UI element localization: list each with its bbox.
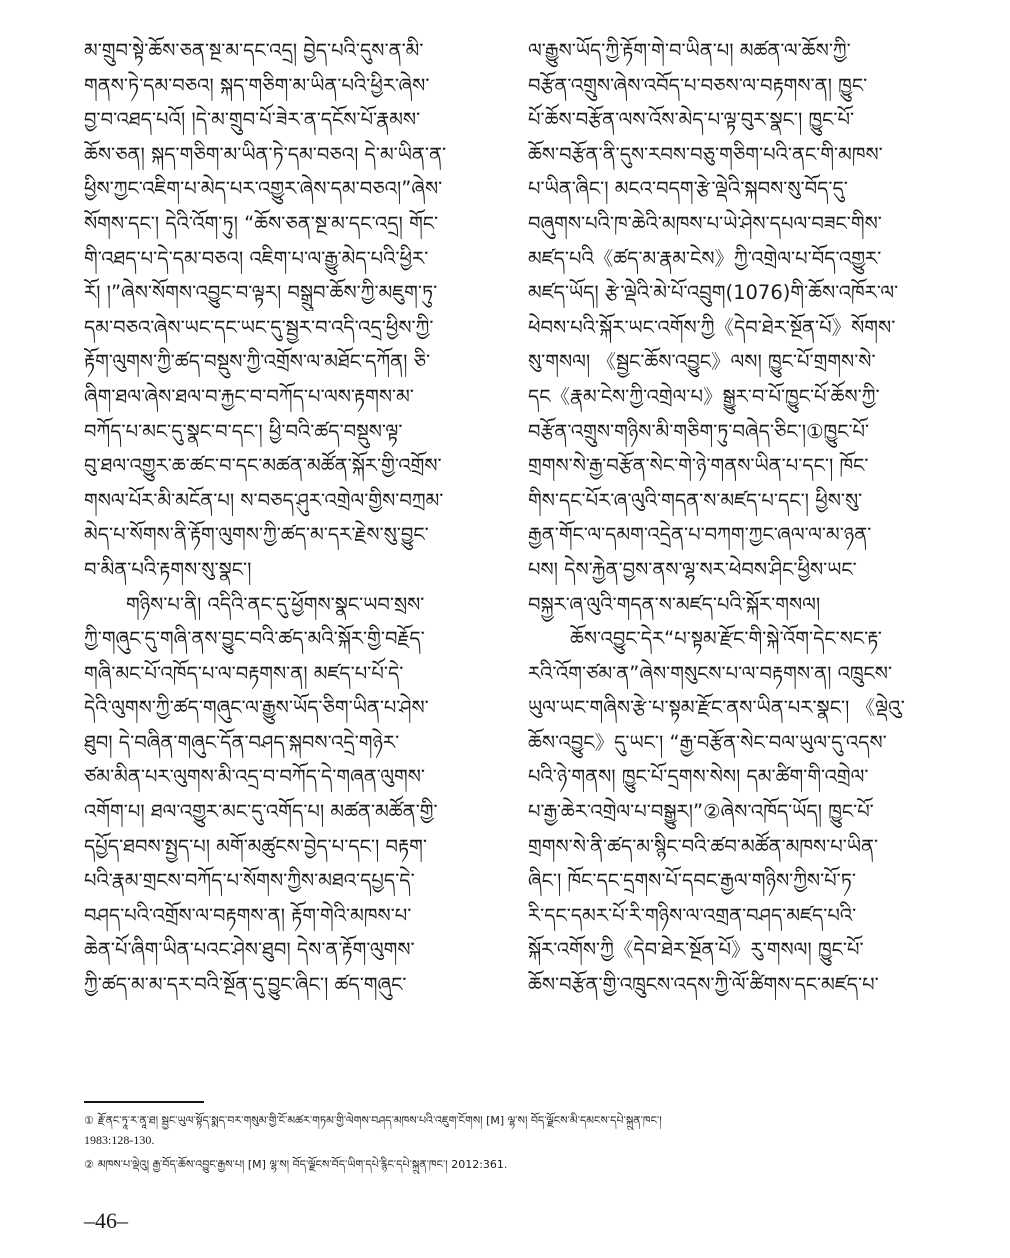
text-line: ཆོས་ཅན། སྐད་གཅིག་མ་ཡིན་ཏེ་དམ་བཅའ། དེ་མ་ཡིན་ན་	[84, 142, 447, 166]
text-line: པའི་རྣམ་གྲངས་བཀོད་པ་སོགས་ཀྱིས་མཐའ་དཔྱད་དེ་	[84, 869, 415, 893]
text-line: གིས་དང་པོར་ཞ་ལུའི་གདན་ས་མཛད་པ་དང་། ཕྱིས་སུ་	[528, 488, 863, 512]
text-line: གཞི་མང་པོ་འཁོད་པ་ལ་བརྟགས་ན། མཛད་པ་པོ་དེ་	[84, 661, 404, 685]
footnote-marker: ②	[84, 1158, 94, 1171]
text-line: རྒྱན་གོང་ལ་དམག་འདྲེན་པ་བཀག་ཀྱང་ཞལ་ལ་མ་ཉན་	[528, 523, 872, 547]
text-line: པ་རྒྱ་ཆེར་འགྲེལ་པ་བསྒྱུར།”②ཞེས་འཁོད་ཡོད། ཁྱུང་པོ་	[528, 800, 874, 824]
text-line: བྱ་བ་འཐད་པའོ། །དེ་མ་གྲུབ་པོ་ཟེར་ན་དངོས་པོ་རྣམས་	[84, 108, 421, 132]
text-line: ཀྱི་ཚད་མ་མ་དར་བའི་སྔོན་དུ་བྱུང་ཞིང་། ཚད་གཞུང་	[84, 973, 407, 997]
text-line: ཙམ་མིན་པར་ལུགས་མི་འདྲ་བ་བཀོད་དེ་གཞན་ལུགས་	[84, 765, 425, 789]
text-line: པ་ཡིན་ཞིང་། མངའ་བདག་རྩེ་ལྡེའི་སྐབས་སུ་བོད་དུ་	[528, 177, 848, 201]
text-line: དམ་བཅའ་ཞེས་ཡང་དང་ཡང་དུ་སྦྱར་བ་འདི་འདྲ་ཕྱིས་ཀྱི་	[84, 315, 434, 339]
text-line: བཀོད་པ་མང་དུ་སྣང་བ་དང་། ཕྱི་བའི་ཚད་བསྡུས་ལྟ་	[84, 419, 403, 443]
text-line: གི་འཐད་པ་དེ་དམ་བཅའ། འཇིག་པ་ལ་རྒྱུ་མེད་པའི་ཕྱིར་	[84, 246, 429, 270]
text-line: དང《རྣམ་ངེས་ཀྱི་འགྲེལ་པ》སྒྱུར་བ་པོ་ཁྱུང་པོ་ཆོས་ཀྱི་	[528, 384, 880, 408]
text-line: གྲགས་སེ་ནི་ཚད་མ་སྙིང་བའི་ཚབ་མཚོན་མཁས་པ་ཡིན་	[528, 834, 879, 858]
text-line: རོ། །”ཞེས་སོགས་འབྱུང་བ་ལྟར། བསྒྲུབ་ཆོས་ཀྱི་མཇུག་ཏུ་	[84, 281, 438, 305]
text-line: ཞིང་། ཁོང་དང་དྲགས་པོ་དབང་རྒྱལ་གཉིས་ཀྱིས་པོ་ཏ་	[528, 869, 856, 893]
text-line: ཆོས་བརྩོན་ནི་དུས་རབས་བཅུ་གཅིག་པའི་ནང་གི་མཁས་	[528, 142, 883, 166]
text-line: རྟོག་ལུགས་ཀྱི་ཚད་བསྡུས་ཀྱི་འགྲོས་ལ་མཐོང་དཀོན། ཅི་	[84, 350, 431, 374]
text-line: རའི་འོག་ཙམ་ན”ཞེས་གསུངས་པ་ལ་བརྟགས་ན། འཁྲུངས་	[528, 661, 893, 685]
footnote-text: མཁས་པ་ལྡེའུ། རྒྱ་བོད་ཆོས་འབྱུང་རྒྱས་པ། [M] ལྷ་ས། བོད་ལྗོངས་བོད་ཡིག་དཔེ་རྙིང་དཔེ་སྐྲུན་ཁང་། 2012:361.	[97, 1158, 508, 1171]
text-line: ཕེབས་པའི་སྐོར་ཡང་འགོས་ཀྱི《དེབ་ཐེར་སྔོན་པོ》སོགས་	[528, 315, 896, 339]
text-line: སྐོར་འགོས་ཀྱི《དེབ་ཐེར་སྔོན་པོ》རུ་གསལ། ཁྱུང་པོ་	[528, 938, 864, 962]
text-line: བརྩོན་འགྲུས་གཉིས་མི་གཅིག་ཏུ་བཞེད་ཅིང་།①ཁྱུང་པོ་	[528, 419, 870, 443]
text-line: རི་དང་དམར་པོ་རི་གཉིས་ལ་འགྲན་བཤད་མཛད་པའི་	[528, 903, 857, 927]
text-line: སུ་གསལ། 《སྦྱང་ཆོས་འབྱུང》ལས། ཁྱུང་པོ་གྲགས་སེ་	[528, 350, 876, 374]
footnote-1	[84, 1112, 954, 1130]
text-line: བ་མིན་པའི་རྟགས་སུ་སྣང་།	[84, 557, 252, 581]
text-line: གསལ་པོར་མི་མངོན་པ། ས་བཅད་ཤུར་འགྲེལ་གྱིས་བཀྲམ་	[84, 488, 444, 512]
text-line: མཛད་ཡོད། རྩེ་ལྡེའི་མེ་པོ་འབྲུག(1076)གི་ཆོས་འཁོར་ལ་	[528, 281, 899, 305]
footnote-citation: 1983:128-130.	[84, 1133, 155, 1147]
text-line: པས། དེས་རྐྱེན་བྱས་ནས་ལྷ་སར་ཕེབས་ཤིང་ཕྱིས་ཡང་	[528, 557, 857, 581]
right-text-column	[528, 34, 966, 1003]
page-number: –46–	[84, 1208, 128, 1233]
text-line: ཕྱིས་ཀྱང་འཇིག་པ་མེད་པར་འགྱུར་ཞེས་དམ་བཅའ།”ཞེས་	[84, 177, 443, 201]
text-line: བུ་ཐལ་འགྱུར་ཆ་ཚང་བ་དང་མཚན་མཚོན་སྐོར་གྱི་འགྲོས་	[84, 454, 442, 478]
text-line: མེད་པ་སོགས་ནི་རྟོག་ལུགས་ཀྱི་ཚད་མ་དར་རྗེས་སུ་བྱུང་	[84, 523, 429, 547]
text-line: འགོག་པ། ཐལ་འགྱུར་མང་དུ་འགོད་པ། མཚན་མཚོན་གྱི་	[84, 800, 438, 824]
text-line: བསྐྱར་ཞ་ལུའི་གདན་ས་མཛད་པའི་སྐོར་གསལ།	[528, 592, 821, 616]
text-line: གྲགས་སེ་རྒྱ་བརྩོན་སེང་གེ་ཉེ་གནས་ཡིན་པ་དང་། ཁོང་	[528, 454, 869, 478]
text-line: པའི་ཉེ་གནས། ཁྱུང་པོ་དྲགས་སེས། དམ་ཚིག་གི་འགྲེལ་	[528, 765, 869, 789]
footnote-text: རྗོ་ནང་ཏཱ་ར་ནཱ་ཐ། སྦྱང་ཡུལ་སྟོད་སྨད་བར་གསུམ་གྱི་ངོ་མཚར་གཏམ་གྱི་ལེགས་བཤད་མཁས་པའི་འཇུག་ངོགས། [M] ལྷ་ས། བོད་ལྗོངས་མི་དམངས་དཔེ་སྐྲུན་ཁང་།	[97, 1114, 662, 1127]
text-line: ཆེན་པོ་ཞིག་ཡིན་པའང་ཤེས་ཐུབ། དེས་ན་རྟོག་ལུགས་	[84, 938, 415, 962]
text-line: ཞིག་ཐལ་ཞེས་ཐལ་བ་རྐྱང་བ་བཀོད་པ་ལས་རྟགས་མ་	[84, 384, 414, 408]
text-line: ཆོས་འབྱུང་དེར“པ་སྟམ་རྫོང་གི་སྐེ་འོག་དེང་སང་རྟ་	[570, 627, 882, 651]
text-line: བཤད་པའི་འགྲོས་ལ་བརྟགས་ན། རྟོག་གེའི་མཁས་པ་	[84, 903, 412, 927]
text-line: སོགས་དང་། དེའི་འོག་ཏུ། “ཆོས་ཅན་སྔ་མ་དང་འདྲ། གོང་	[84, 211, 439, 235]
text-line: གནས་ཏེ་དམ་བཅའ། སྐད་གཅིག་མ་ཡིན་པའི་ཕྱིར་ཞེས་	[84, 73, 430, 97]
text-line: བཞུགས་པའི་ཁ་ཆེའི་མཁས་པ་ཡེ་ཤེས་དཔལ་བཟང་གིས་	[528, 211, 882, 235]
text-line: མཛད་པའི《ཚད་མ་རྣམ་ངེས》ཀྱི་འགྲེལ་པ་བོད་འགྱུར་	[528, 246, 882, 270]
text-line: གཉིས་པ་ནི། འདིའི་ནང་དུ་ཕྱོགས་སྣང་ཡབ་སྲས་	[126, 592, 425, 616]
text-line: དཔྱོད་ཐབས་སྤྱད་པ། མགོ་མཚུངས་བྱེད་པ་དང་། བརྟག་	[84, 834, 427, 858]
text-line: མ་གྲུབ་སྟེ་ཆོས་ཅན་སྔ་མ་དང་འདྲ། བྱེད་པའི་དུས་ན་མི་	[84, 39, 424, 62]
text-line: པོ་ཆོས་བརྩོན་ལས་འོས་མེད་པ་ལྟ་བུར་སྣང་། ཁྱུང་པོ་	[528, 108, 855, 132]
text-line: དེའི་ལུགས་ཀྱི་ཚད་གཞུང་ལ་རྒྱུས་ཡོད་ཅིག་ཡིན་པ་ཤེས་	[84, 696, 429, 720]
footnote-marker: ①	[84, 1114, 94, 1127]
text-line: ཆོས་འབྱུང》དུ་ཡང་། “རྒྱ་བརྩོན་སེང་བལ་ཡུལ་དུ་འདས་	[528, 730, 887, 754]
footnote-divider	[84, 1101, 204, 1103]
text-line: ཐུབ། དེ་བཞིན་གཞུང་དོན་བཤད་སྐབས་འདྲེ་གཉེར་	[84, 730, 400, 754]
left-text-column	[84, 34, 522, 1003]
footnote-2	[84, 1156, 954, 1174]
text-line: ཆོས་བརྩོན་གྱི་འཁྲུངས་འདས་ཀྱི་ལོ་ཚིགས་དང་མཛད་པ་	[528, 973, 879, 997]
text-line: ཡུལ་ཡང་གཞིས་རྩེ་པ་སྟམ་རྫོང་ནས་ཡིན་པར་སྣང་། 《ལྡེའུ་	[528, 696, 905, 720]
text-line: བརྩོན་འགྲུས་ཞེས་འབོད་པ་བཅས་ལ་བརྟགས་ན། ཁྱུང་	[528, 73, 868, 97]
text-line: ལ་རྒྱུས་ཡོད་ཀྱི་རྟོག་གེ་བ་ཡིན་པ། མཚན་ལ་ཆོས་ཀྱི་	[528, 39, 851, 62]
footnote-1-continuation	[84, 1131, 954, 1150]
text-line: ཀྱི་གཞུང་དུ་གཞི་ནས་བྱུང་བའི་ཚད་མའི་སྐོར་གྱི་བརྗོད་	[84, 627, 425, 651]
